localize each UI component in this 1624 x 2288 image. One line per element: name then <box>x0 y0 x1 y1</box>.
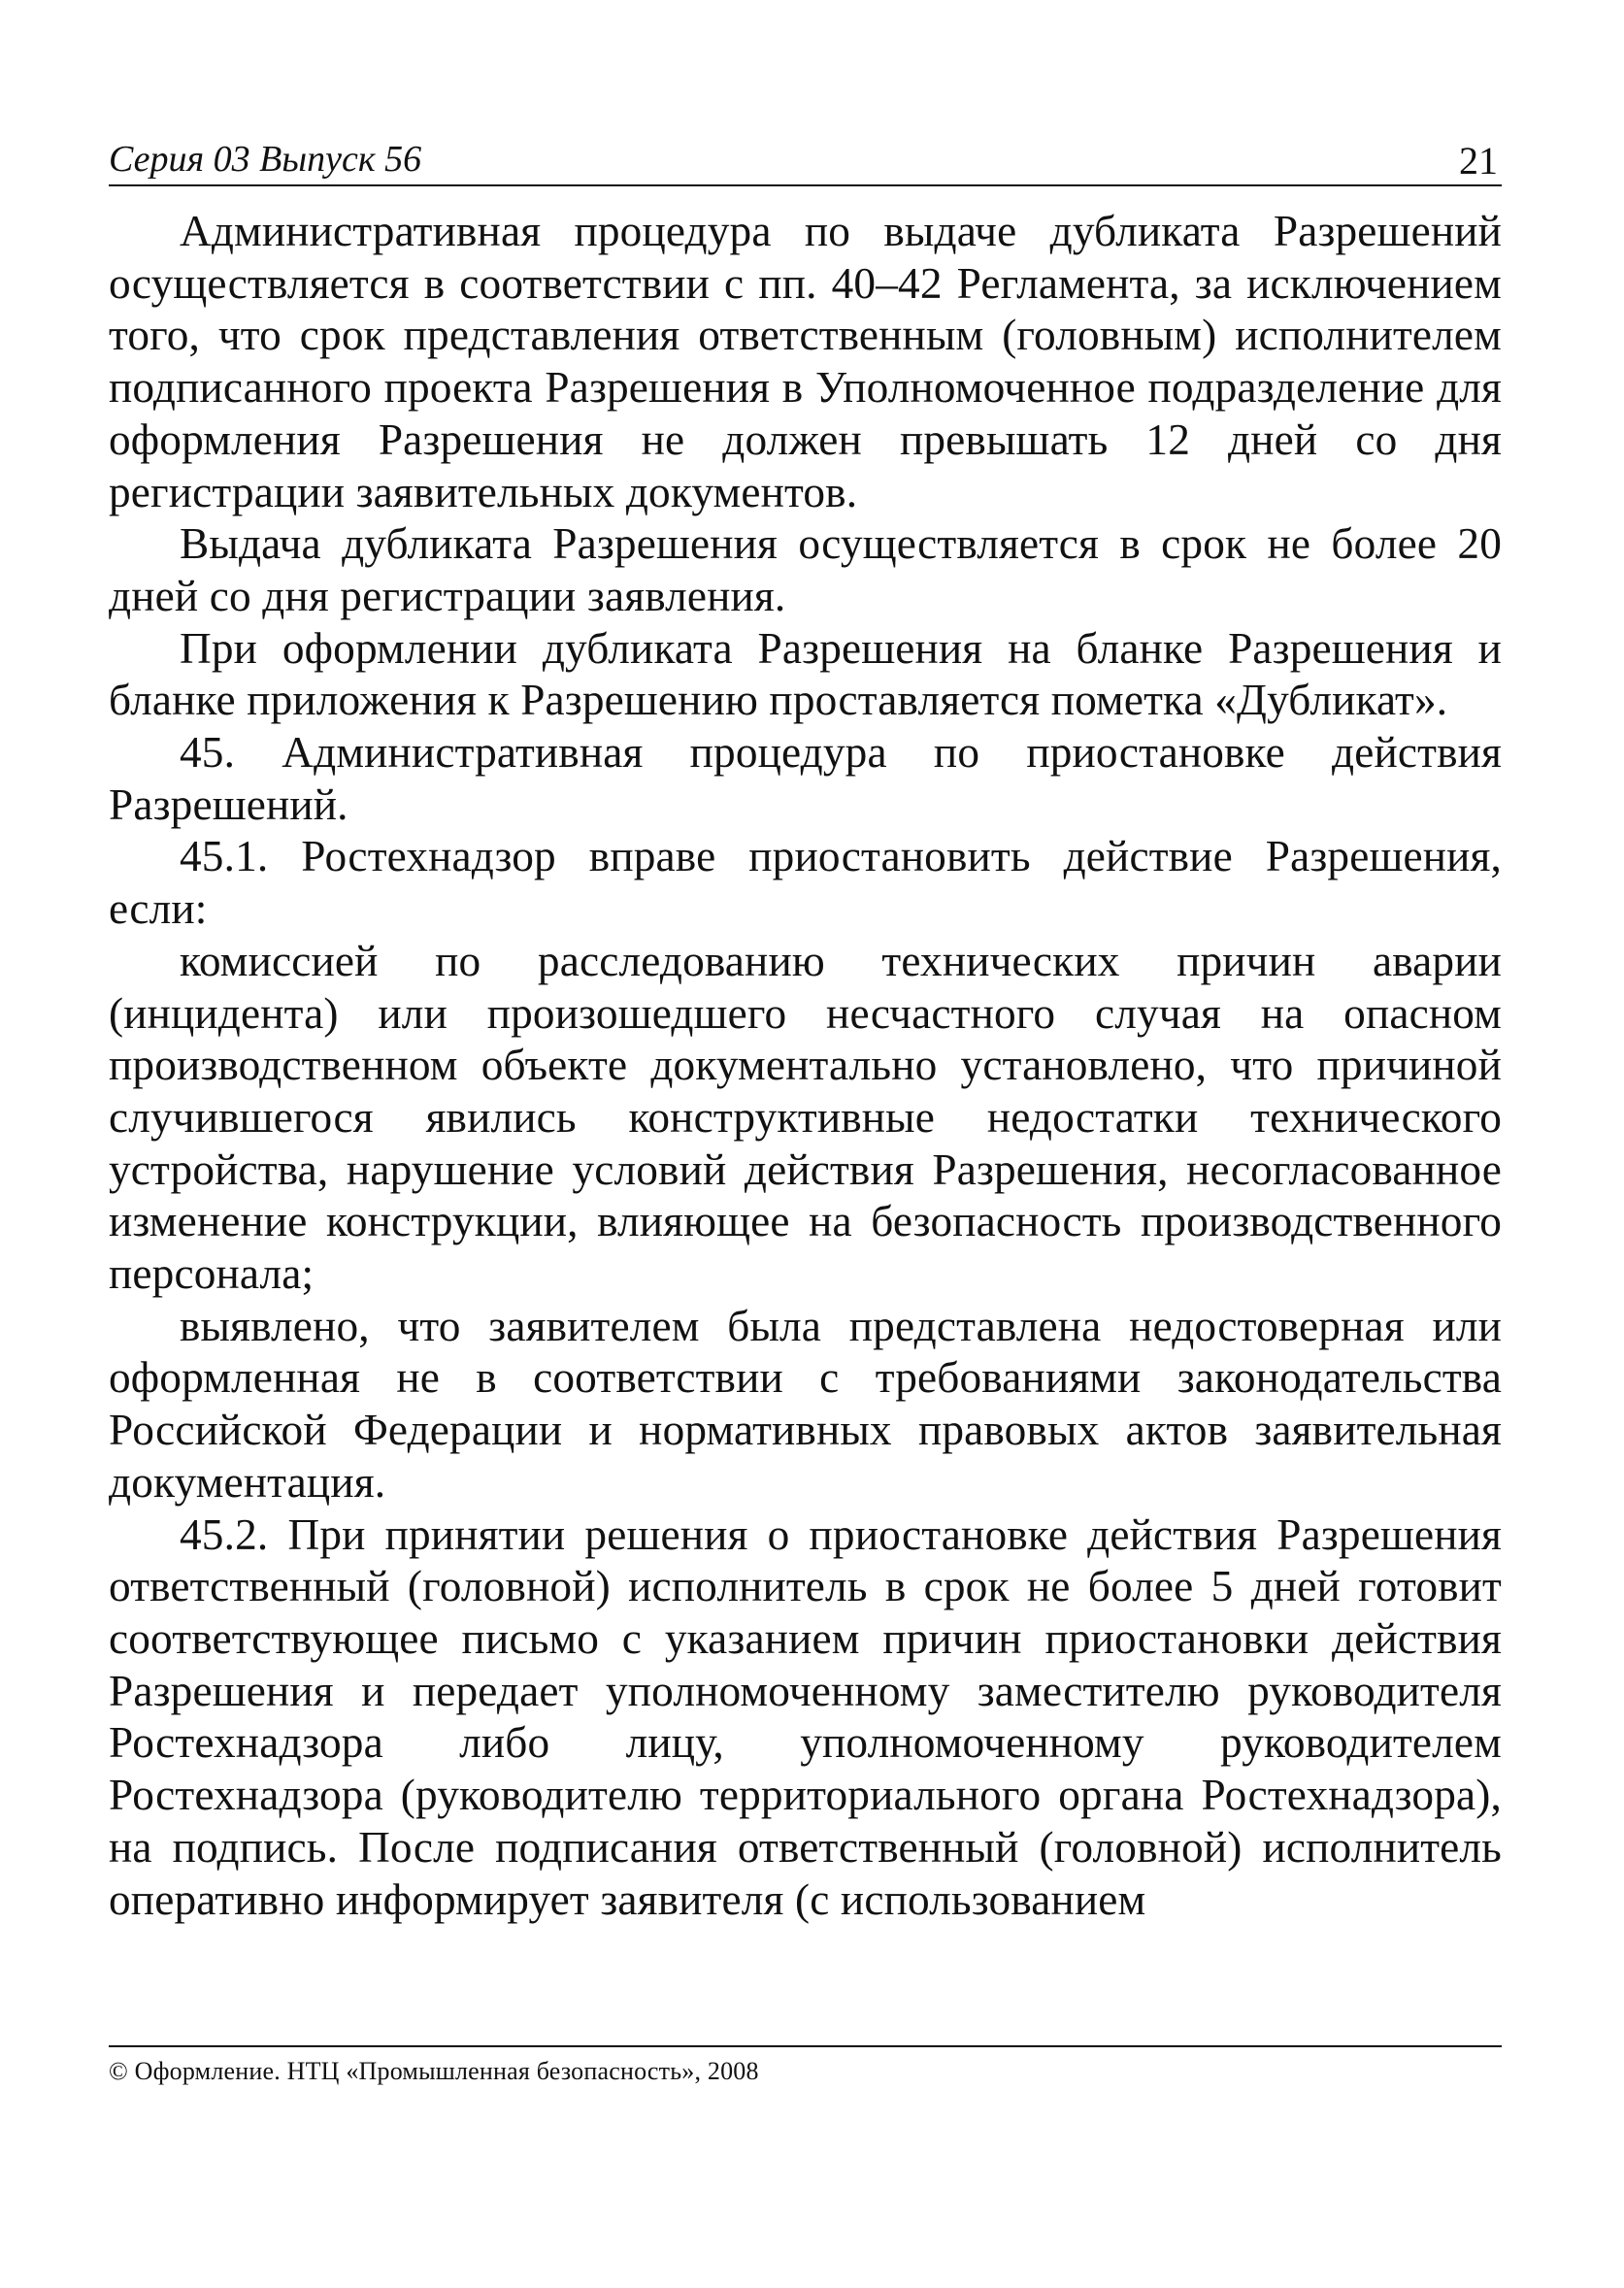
series-issue-label: Серия 03 Выпуск 56 <box>109 139 422 180</box>
paragraph-condition-documentation: выявлено, что заявителем была представлена недостоверная или оформленная не в соответствии с требованиями законодательства Российской Федерации и нормативных правовых актов заявительная документация. <box>109 1301 1502 1507</box>
paragraph-condition-commission: комиссией по расследованию технических причин аварии (инцидента) или произошедшего несчастного случая на опасном производственном объекте документально установлено, что причиной случившегося явились конструктивные недостатки технического устройства, нарушение условий действия Разрешения, несогласованное изменение конструкции, влияющее на безопасность производственного персонала; <box>109 936 1502 1299</box>
paragraph-duplicate-mark: При оформлении дубликата Разрешения на бланке Разрешения и бланке приложения к Разрешению проставляется пометка «Дубликат». <box>109 623 1502 725</box>
paragraph-duplicate-term: Выдача дубликата Разрешения осуществляется в срок не более 20 дней со дня регистрации заявления. <box>109 519 1502 620</box>
page-footer <box>109 2045 1502 2088</box>
paragraph-duplicate-procedure: Административная процедура по выдаче дубликата Разрешений осуществляется в соответствии с пп. 40–42 Регламента, за исключением того, что срок представления ответственным (головным) исполнителем подписанного проекта Разрешения в Уполномоченное подразделение для оформления Разрешения не должен превышать 12 дней со дня регистрации заявительных документов. <box>109 207 1502 516</box>
paragraph-section-45-2: 45.2. При принятии решения о приостановке действия Разрешения ответственный (головной) исполнитель в срок не более 5 дней готовит соответствующее письмо с указанием причин приостановки действия Разрешения и передает уполномоченному заместителю руководителя Ростехнадзора либо лицу, уполномоченному руководителем Ростехнадзора (руководителю территориального органа Ростехнадзора), на подпись. После подписания ответственный (головной) исполнитель оперативно информирует заявителя (с использованием <box>109 1509 1502 1924</box>
body-text <box>109 206 1502 1926</box>
copyright-notice: © Оформление. НТЦ «Промышленная безопасность», 2008 <box>109 2057 759 2085</box>
paragraph-section-45-1: 45.1. Ростехнадзор вправе приостановить действие Разрешения, если: <box>109 832 1502 934</box>
running-header <box>109 134 1502 186</box>
page-number: 21 <box>1459 139 1498 182</box>
paragraph-section-45: 45. Административная процедура по приостановке действия Разрешений. <box>109 728 1502 829</box>
